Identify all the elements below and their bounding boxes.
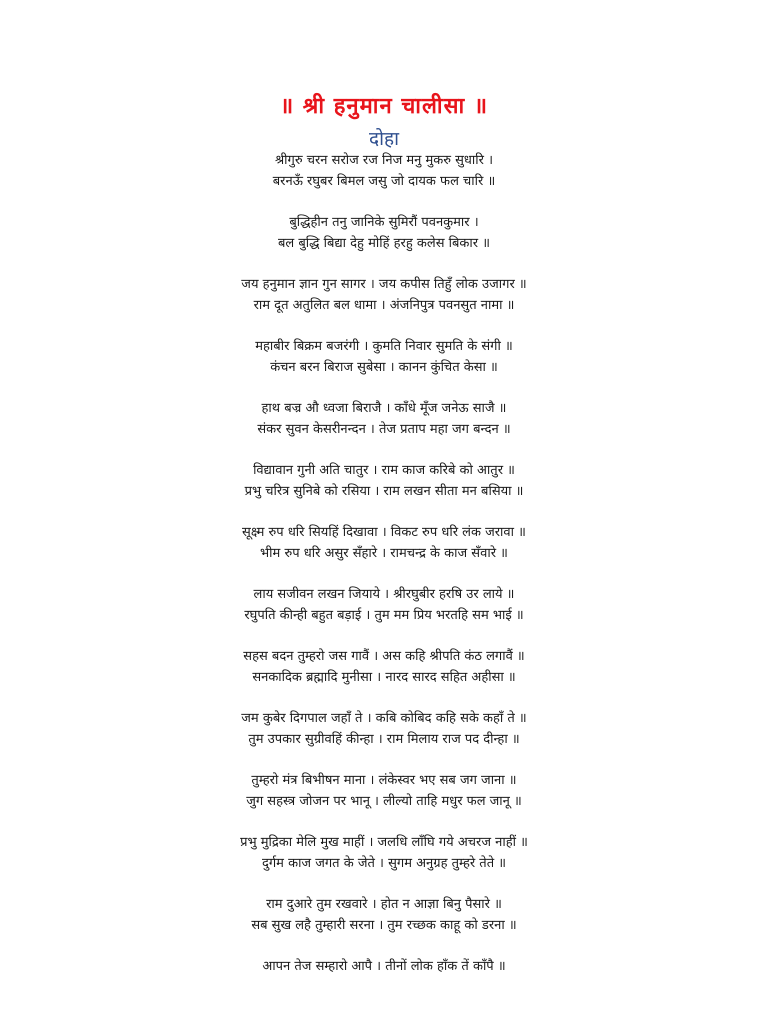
stanza (0, 212, 768, 254)
stanza (0, 274, 768, 316)
verse-line: जय हनुमान ज्ञान गुन सागर । जय कपीस तिहुँ लोक उजागर ॥ (241, 277, 527, 292)
stanza (0, 150, 768, 192)
stanza (0, 460, 768, 502)
section-heading: दोहा (368, 128, 400, 150)
stanza (0, 708, 768, 750)
stanza (0, 398, 768, 440)
stanza (0, 646, 768, 688)
page-title: ॥ श्री हनुमान चालीसा ॥ (279, 94, 489, 119)
verse-line: सूक्ष्म रुप धरि सियहिं दिखावा । विकट रुप धरि लंक जरावा ॥ (242, 525, 526, 540)
verse-line: राम दुआरे तुम रखवारे । होत न आज्ञा बिनु पैसारे ॥ (266, 897, 502, 912)
verse-list (0, 150, 768, 997)
verse-line: हाथ बज्र औ ध्वजा बिराजै । काँधे मूँज जनेऊ साजै ॥ (261, 401, 507, 416)
verse-line: आपन तेज सम्हारो आपै । तीनों लोक हाँक तें काँपै ॥ (262, 959, 506, 974)
verse-line: सब सुख लहै तुम्हारी सरना । तुम रच्छक काहू को डरना ॥ (251, 918, 517, 933)
verse-line: तुम्हरो मंत्र बिभीषन माना । लंकेस्वर भए सब जग जाना ॥ (251, 773, 517, 788)
stanza (0, 584, 768, 626)
verse-line: सनकादिक ब्रह्मादि मुनीसा । नारद सारद सहित अहीसा ॥ (252, 670, 516, 685)
stanza (0, 956, 768, 977)
stanza (0, 894, 768, 936)
verse-line: सहस बदन तुम्हरो जस गावैं । अस कहि श्रीपति कंठ लगावैं ॥ (243, 649, 525, 664)
verse-line: बुद्धिहीन तनु जानिके सुमिरौं पवनकुमार । (289, 215, 479, 230)
stanza (0, 336, 768, 378)
verse-line: श्रीगुरु चरन सरोज रज निज मनु मुकरु सुधारि । (274, 153, 494, 168)
verse-line: जुग सहस्त्र जोजन पर भानू । लील्यो ताहि मधुर फल जानू ॥ (246, 794, 522, 809)
stanza (0, 522, 768, 564)
verse-line: संकर सुवन केसरीनन्दन । तेज प्रताप महा जग बन्दन ॥ (257, 422, 511, 437)
verse-line: प्रभु चरित्र सुनिबे को रसिया । राम लखन सीता मन बसिया ॥ (244, 484, 524, 499)
stanza (0, 832, 768, 874)
verse-line: राम दूत अतुलित बल धामा । अंजनिपुत्र पवनसुत नामा ॥ (253, 298, 515, 313)
verse-line: तुम उपकार सुग्रीवहिं कीन्हा । राम मिलाय राज पद दीन्हा ॥ (248, 732, 520, 747)
verse-line: प्रभु मुद्रिका मेलि मुख माहीं । जलधि लाँघि गये अचरज नाहीं ॥ (240, 835, 528, 850)
verse-line: भीम रुप धरि असुर सँहारे । रामचन्द्र के काज सँवारे ॥ (260, 546, 508, 561)
verse-line: जम कुबेर दिगपाल जहाँ ते । कबि कोबिद कहि सके कहाँ ते ॥ (241, 711, 527, 726)
verse-line: बरनऊँ रघुबर बिमल जसु जो दायक फल चारि ॥ (272, 174, 496, 189)
stanza (0, 770, 768, 812)
verse-line: महाबीर बिक्रम बजरंगी । कुमति निवार सुमति के संगी ॥ (255, 339, 513, 354)
verse-line: विद्यावान गुनी अति चातुर । राम काज करिबे को आतुर ॥ (253, 463, 515, 478)
verse-line: बल बुद्धि बिद्या देहु मोहिं हरहु कलेस बिकार ॥ (278, 236, 490, 251)
verse-line: दुर्गम काज जगत के जेते । सुगम अनुग्रह तुम्हरे तेते ॥ (261, 856, 507, 871)
verse-line: लाय सजीवन लखन जियाये । श्रीरघुबीर हरषि उर लाये ॥ (253, 587, 515, 602)
verse-line: रघुपति कीन्ही बहुत बड़ाई । तुम मम प्रिय भरतहि सम भाई ॥ (244, 608, 524, 623)
verse-line: कंचन बरन बिराज सुबेसा । कानन कुंचित केसा ॥ (270, 360, 498, 375)
